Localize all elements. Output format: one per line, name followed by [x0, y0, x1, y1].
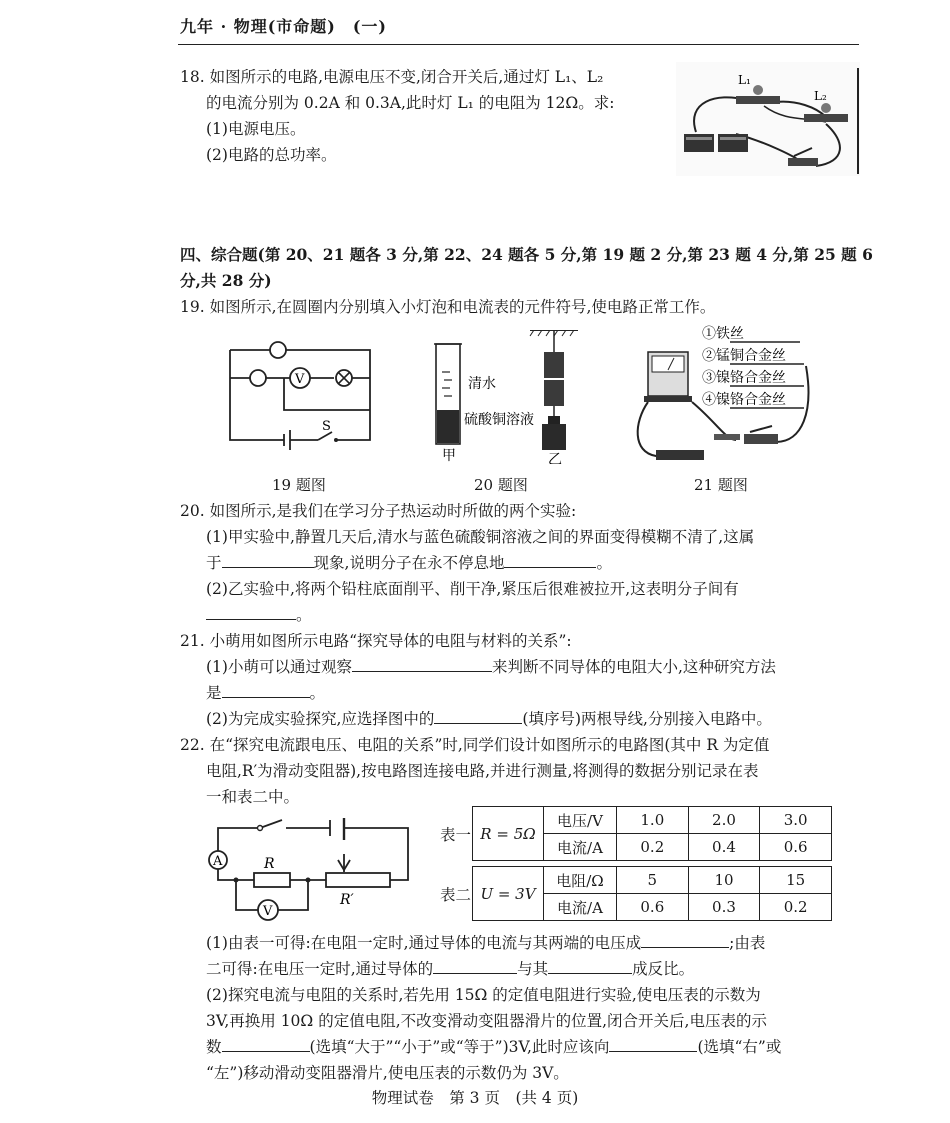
q22-table1-condition: R = 5Ω [473, 807, 544, 861]
q22-sub1-text-c: 二可得:在电压一定时,通过导体的 [206, 960, 434, 978]
q22-table1-cell: 0.4 [688, 834, 760, 861]
q22-sub2-text-c: (选填“右”或 [697, 1038, 782, 1056]
q21-line1: 21. 小萌用如图所示电路“探究导体的电阻与材料的关系”: [180, 632, 572, 650]
q18-line1: 18. 如图所示的电路,电源电压不变,闭合开关后,通过灯 L₁、L₂ [180, 68, 604, 86]
q21-sub1-text-c: 是 [206, 684, 222, 702]
fig20-jia-label: 甲 [442, 448, 456, 464]
fig20-solution-label: 硫酸铜溶液 [464, 412, 534, 428]
q22-line2: 电阻,R′为滑动变阻器),按电路图连接电路,并进行测量,将测得的数据分别记录在表 [206, 762, 759, 780]
q22-answer-blank-direction[interactable] [609, 1036, 697, 1052]
q18-circuit-photo [676, 62, 860, 176]
q22-table2-condition: U = 3V [473, 867, 544, 921]
q22-table2-cell: 15 [760, 867, 832, 894]
q22-line3: 一和表二中。 [206, 788, 300, 806]
q20-sub2-end: 。 [296, 606, 312, 624]
q21-sub2-text-b: (填序号)两根导线,分别接入电路中。 [522, 710, 772, 728]
q22-table2-cell: 0.6 [617, 894, 689, 921]
q22-table1-cell: 0.2 [617, 834, 689, 861]
q22-sub1-text-a: (1)由表一可得:在电阻一定时,通过导体的电流与其两端的电压成 [206, 934, 642, 952]
q22-answer-blank-proportion[interactable] [641, 932, 729, 948]
q22-table2 [472, 866, 832, 921]
q22-table2-cell: 0.2 [760, 894, 832, 921]
q21-sub1-line1 [206, 656, 776, 678]
q20-sub2-line1: (2)乙实验中,将两个铅柱底面削平、削干净,紧压后很难被拉开,这表明分子间有 [206, 580, 739, 598]
q21-sub2-line [206, 708, 772, 730]
q18-line2: 的电流分别为 0.2A 和 0.3A,此时灯 L₁ 的电阻为 12Ω。求: [206, 94, 615, 112]
fig21-wire3-label: ③镍铬合金丝 [702, 370, 786, 386]
q22-sub2-line1: (2)探究电流与电阻的关系时,若先用 15Ω 的定值电阻进行实验,使电压表的示数为 [206, 986, 761, 1004]
fig21-wire4-label: ④镍铬合金丝 [702, 392, 786, 408]
q22-line1: 22. 在“探究电流跟电压、电阻的关系”时,同学们设计如图所示的电路图(其中 R 为定值 [180, 736, 770, 754]
section4-title-line2: 分,共 28 分) [180, 271, 272, 290]
q22-table2-cell: 10 [688, 867, 760, 894]
q20-sub1-text-c: 。 [596, 554, 612, 572]
q20-answer-blank-force[interactable] [206, 604, 296, 620]
q22-resistor-label: R [264, 856, 275, 872]
q22-sub1-text-b: ;由表 [729, 934, 766, 952]
q22-answer-blank-quantity1[interactable] [433, 958, 517, 974]
q22-table2-cell: 0.3 [688, 894, 760, 921]
q20-answer-blank-motion[interactable] [504, 552, 596, 568]
q20-line1: 20. 如图所示,是我们在学习分子热运动时所做的两个实验: [180, 502, 577, 520]
q22-sub1-line2 [206, 958, 694, 980]
page-footer: 物理试卷 第 3 页 (共 4 页) [371, 1089, 579, 1107]
q22-sub1-text-e: 成反比。 [632, 960, 695, 978]
q21-answer-blank-method[interactable] [222, 682, 310, 698]
q22-table2-cell: 5 [617, 867, 689, 894]
q22-sub2-line4: “左”)移动滑动变阻器滑片,使电压表的示数仍为 3V。 [206, 1064, 569, 1082]
q18-sub1: (1)电源电压。 [206, 120, 306, 138]
fig21-wire1-label: ①铁丝 [702, 326, 744, 342]
fig21-resistance-wires-photo [626, 322, 816, 464]
q22-table1 [472, 806, 832, 861]
q22-table1-cell: 2.0 [688, 807, 760, 834]
q22-sub2-line3 [206, 1036, 781, 1058]
q20-sub1-text-b: 现象,说明分子在永不停息地 [313, 554, 505, 572]
q22-sub2-text-b: (选填“大于”“小于”或“等于”)3V,此时应该向 [309, 1038, 610, 1056]
fig20-water-label: 清水 [468, 376, 496, 392]
q22-table2-row1-head: 电阻/Ω [544, 867, 617, 894]
q20-sub2-line2 [206, 604, 312, 626]
fig20-caption: 20 题图 [474, 476, 528, 494]
q22-table1-cell: 1.0 [617, 807, 689, 834]
q22-table2-row2-head: 电流/A [544, 894, 617, 921]
q21-answer-blank-wires[interactable] [434, 708, 522, 724]
q21-sub2-text-a: (2)为完成实验探究,应选择图中的 [206, 710, 435, 728]
q18-sub2: (2)电路的总功率。 [206, 146, 337, 164]
section4-title-line1: 四、综合题(第 20、21 题各 3 分,第 22、24 题各 5 分,第 19 题 2 分,第 23 题 4 分,第 25 题 6 [180, 245, 873, 264]
q21-sub1-text-b: 来判断不同导体的电阻大小,这种研究方法 [491, 658, 776, 676]
q19-caption: 19 题图 [272, 476, 326, 494]
q22-table2-label: 表二 [440, 886, 472, 904]
q22-answer-blank-quantity2[interactable] [548, 958, 632, 974]
q18-label-l2: L₂ [814, 89, 827, 103]
q22-ammeter-label: A [213, 854, 223, 869]
q20-answer-blank-phenomenon[interactable] [222, 552, 314, 568]
q19-voltmeter-label: V [295, 372, 305, 387]
fig21-caption: 21 题图 [694, 476, 748, 494]
q22-table1-cell: 3.0 [760, 807, 832, 834]
page-header-title: 九年 · 物理(市命题) (一) [180, 17, 387, 36]
q20-sub1-line1: (1)甲实验中,静置几天后,清水与蓝色硫酸铜溶液之间的界面变得模糊不清了,这属 [206, 528, 755, 546]
q21-sub1-text-a: (1)小萌可以通过观察 [206, 658, 352, 676]
q22-table1-cell: 0.6 [760, 834, 832, 861]
q22-table1-label: 表一 [440, 826, 472, 844]
q18-label-l1: L₁ [738, 73, 751, 87]
q22-circuit-diagram [204, 818, 414, 926]
q22-sub1-text-d: 与其 [517, 960, 549, 978]
q20-sub1-line2 [206, 552, 612, 574]
q19-switch-label: S [322, 419, 331, 434]
q19-text: 19. 如图所示,在圆圈内分别填入小灯泡和电流表的元件符号,使电路正常工作。 [180, 298, 716, 316]
fig21-wire2-label: ②锰铜合金丝 [702, 348, 786, 364]
q22-voltmeter-label: V [263, 904, 273, 919]
q19-circuit-diagram [224, 340, 376, 452]
q22-sub1-line1 [206, 932, 765, 954]
q22-rheostat-label: R′ [340, 892, 354, 908]
q20-sub1-text-a: 于 [206, 554, 222, 572]
header-rule [178, 44, 859, 45]
q22-table1-row2-head: 电流/A [544, 834, 617, 861]
q21-sub1-line2 [206, 682, 325, 704]
fig20-yi-label: 乙 [548, 452, 562, 464]
fig20-diffusion-and-lead-experiment [430, 330, 580, 464]
q22-sub2-line2: 3V,再换用 10Ω 的定值电阻,不改变滑动变阻器滑片的位置,闭合开关后,电压表的示 [206, 1012, 767, 1030]
q22-sub2-text-a: 数 [206, 1038, 222, 1056]
q21-answer-blank-observe[interactable] [352, 656, 492, 672]
q22-answer-blank-compare[interactable] [222, 1036, 310, 1052]
q21-sub1-text-d: 。 [309, 684, 326, 702]
q22-table1-row1-head: 电压/V [544, 807, 617, 834]
